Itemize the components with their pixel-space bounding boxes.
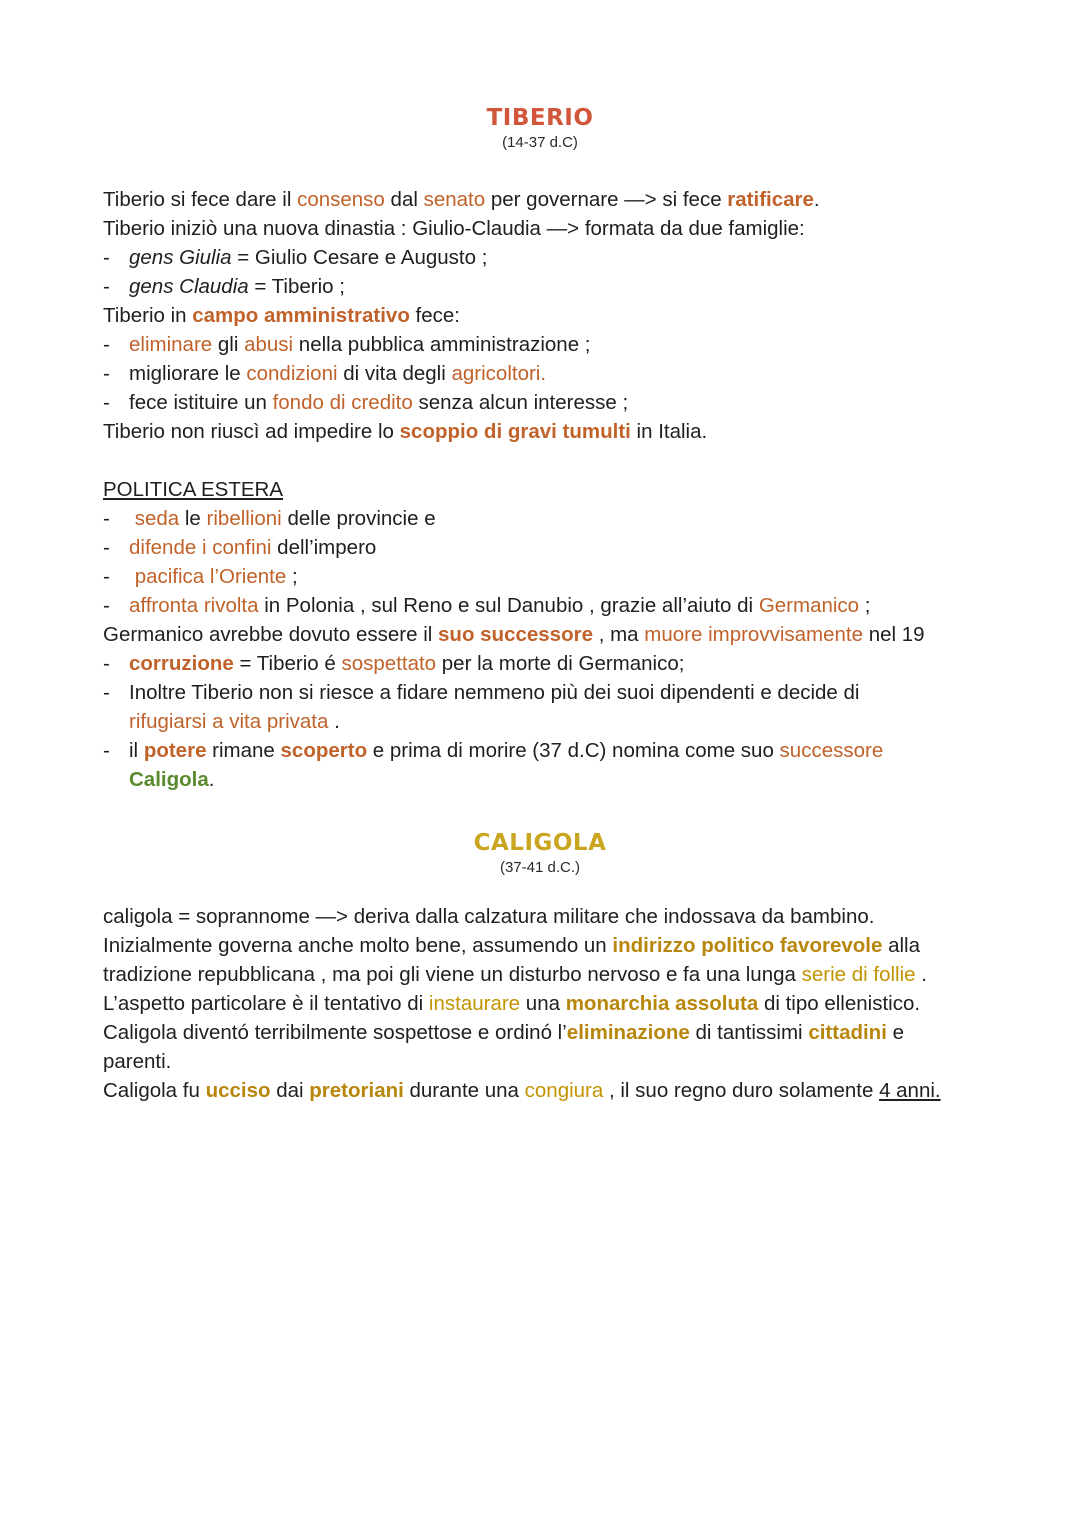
text-line: Tiberio iniziò una nuova dinastia : Giulio-Claudia —> formata da due famiglie: (103, 217, 805, 240)
text-line: Tiberio si fece dare il consenso dal senato per governare —> si fece ratificare. (103, 188, 820, 211)
caligola-title (0, 830, 1080, 856)
tiberio-dates: (14-37 d.C) (502, 134, 578, 151)
tiberio-title (0, 105, 1080, 131)
list-item: - il potere rimane scoperto e prima di morire (37 d.C) nomina come suo successore Caligola. (103, 736, 949, 794)
paragraph: Caligola diventó terribilmente sospettose e ordinó l’eliminazione di tantissimi cittadini e parenti. (103, 1021, 905, 1073)
list-item: - difende i confini dell’impero (103, 533, 983, 562)
tiberio-intro (103, 185, 983, 446)
paragraph: Caligola fu ucciso dai pretoriani durante una congiura , il suo regno duro solamente 4 anni. (103, 1079, 941, 1102)
list-item: - Inoltre Tiberio non si riesce a fidare nemmeno più dei suoi dipendenti e decide di rifugiarsi a vita privata . (103, 678, 919, 736)
text-line: Tiberio non riuscì ad impedire lo scoppio di gravi tumulti in Italia. (103, 420, 708, 443)
tiberio-title-text: TIBERIO (486, 105, 594, 131)
list-item: - gens Giulia = Giulio Cesare e Augusto ; (103, 243, 983, 272)
text-line: Tiberio in campo amministrativo fece: (103, 304, 460, 327)
list-item: - corruzione = Tiberio é sospettato per la morte di Germanico; (103, 649, 983, 678)
paragraph: L’aspetto particolare è il tentativo di instaurare una monarchia assoluta di tipo ellenistico. (103, 992, 921, 1015)
list-item: - affronta rivolta in Polonia , sul Reno e sul Danubio , grazie all’aiuto di Germanico ; (103, 591, 983, 620)
list-item: - gens Claudia = Tiberio ; (103, 272, 983, 301)
caligola-title-text: CALIGOLA (473, 830, 607, 856)
politica-estera-section (103, 475, 983, 794)
list-item: - seda le ribellioni delle provincie e (103, 504, 983, 533)
list-item: - migliorare le condizioni di vita degli agricoltori. (103, 359, 983, 388)
list-item: - eliminare gli abusi nella pubblica amministrazione ; (103, 330, 983, 359)
section-heading: POLITICA ESTERA (103, 478, 283, 501)
paragraph: caligola = soprannome —> deriva dalla calzatura militare che indossava da bambino. (103, 905, 875, 928)
caligola-body (103, 902, 973, 1105)
list-item: - pacifica l’Oriente ; (103, 562, 983, 591)
caligola-dates: (37-41 d.C.) (499, 859, 581, 876)
list-item: - fece istituire un fondo di credito senza alcun interesse ; (103, 388, 983, 417)
paragraph: Inizialmente governa anche molto bene, assumendo un indirizzo politico favorevole alla tradizione repubblicana , ma poi gli viene un disturbo nervoso e fa una lunga serie di follie . (103, 934, 927, 986)
text-line: Germanico avrebbe dovuto essere il suo successore , ma muore improvvisamente nel 19 (103, 623, 925, 646)
